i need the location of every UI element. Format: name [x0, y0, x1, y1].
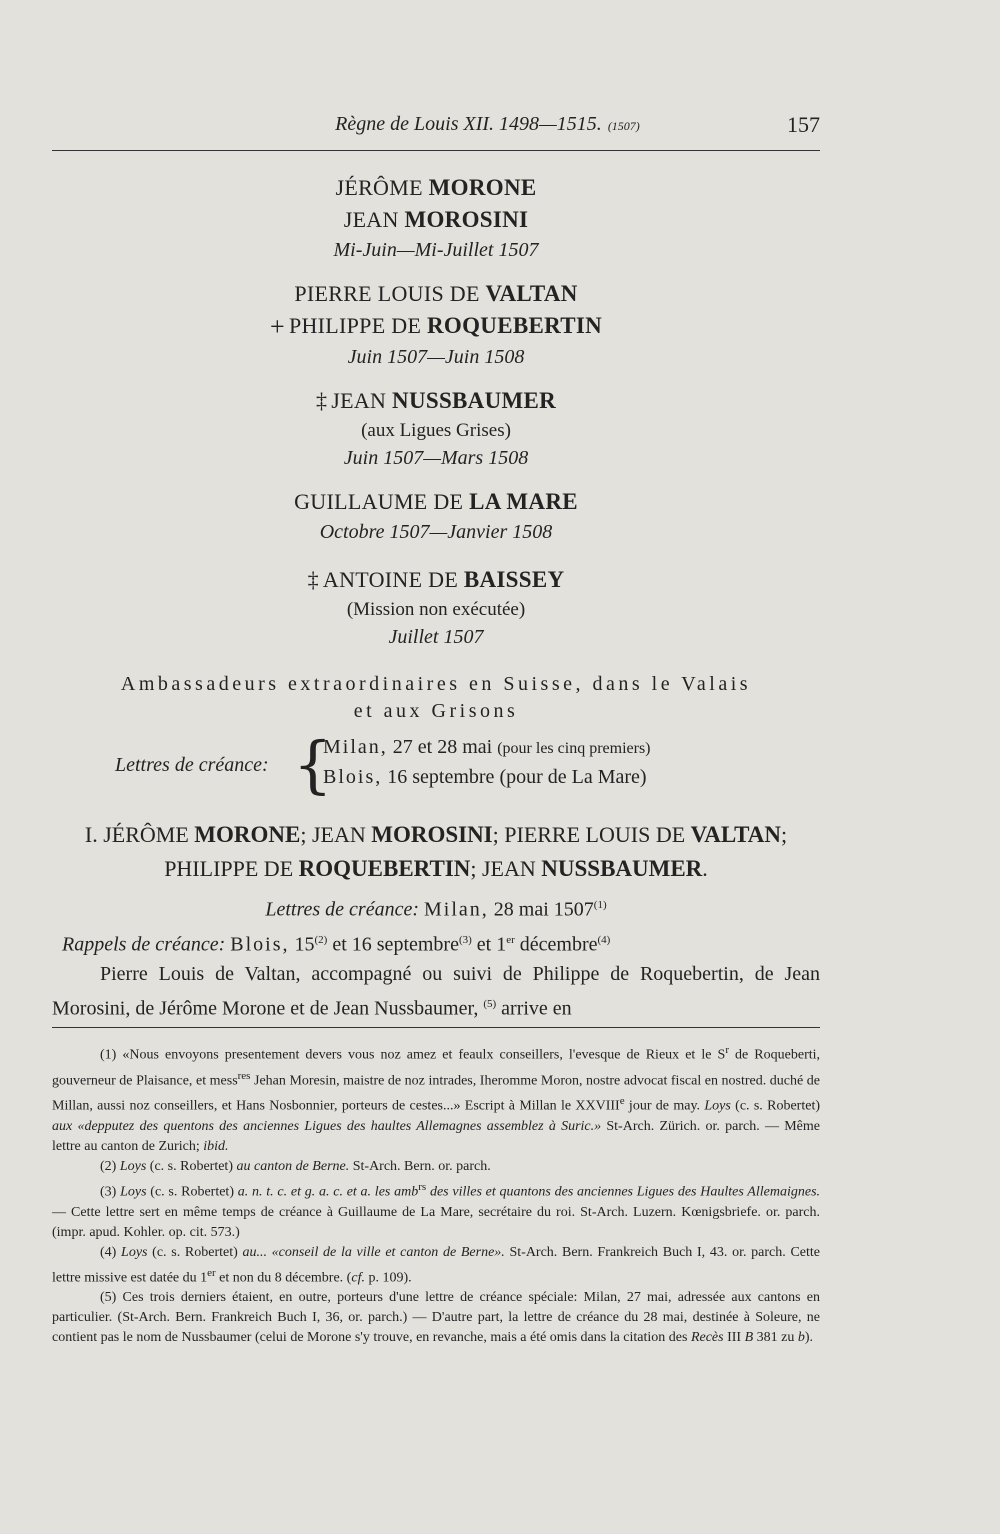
footnote-1: (1) «Nous envoyons presentement devers vous noz amez et feaulx conseillers, l'evesque de Rieux et le $S^r$ de Roqueberti, gouverneur de Plaisance, et mess$^{res}$ Jehan Moresin, maistre de noz intrades, Iheromme Moron, nostre advocat fiscal en nostred. duché de Millan, aussi noz conseillers, et Hans Nosbonnier, porteurs de cestes...» Escript à Millan le XXVIIIe jour de may. Loys (c. s. Robertet) aux «depputez des quentons des anciennes Ligues des haultes Allemagnes assemblez à Suric.» St-Arch. Zürich. or. parch. — Même lettre au canton de Zurich; ibid. [52, 1044, 821, 1154]
page-number: 157 [787, 112, 820, 137]
creance-label: Lettres de créance: [115, 754, 269, 776]
footnote-4: (4) Loys (c. s. Robertet) au... «conseil de la ville et canton de Berne». St-Arch. Bern. Frankreich Buch I, 43. or. parch. Cette lettre missive est datée du 1er et non du 8 décembre. (cf. p. 109). [52, 1244, 820, 1286]
section-body [52, 890, 820, 1024]
section-heading [52, 818, 820, 886]
creance-block [115, 728, 815, 801]
mission-description: Ambassadeurs extraordinaires en Suisse, dans le Valais et aux Grisons [120, 673, 752, 722]
envoy-dates: Mi-Juin—Mi-Juillet 1507 [333, 239, 539, 261]
envoy-name: JÉRÔME MORONE [335, 175, 537, 200]
cross-icon: + [269, 312, 285, 341]
footnote-2: (2) Loys (c. s. Robertet) au canton de Berne. St-Arch. Bern. or. parch. [100, 1158, 491, 1174]
envoy-dates: Juillet 1507 [388, 626, 484, 648]
creance-line: Blois, 16 septembre (pour de La Mare) [323, 766, 647, 788]
envoy-name: JEAN MOROSINI [343, 207, 529, 232]
double-dagger-icon: ‡ [307, 567, 319, 592]
footnotes [52, 1040, 820, 1348]
double-dagger-icon: ‡ [315, 388, 328, 413]
creance-line: Milan, 27 et 28 mai (pour les cinq premiers) [323, 736, 651, 758]
envoy-dates: Octobre 1507—Janvier 1508 [319, 521, 553, 543]
running-head-title: Règne de Louis XII. 1498—1515. [335, 113, 602, 135]
envoy-name: ‡ JEAN NUSSBAUMER [315, 388, 557, 413]
envoy-note: (Mission non exécutée) [346, 599, 526, 620]
body-paragraph: Pierre Louis de Valtan, accompagné ou suivi de Philippe de Roquebertin, de Jean Morosini, de Jérôme Morone et de Jean Nussbaumer, $^{(5)}$ arrive en [52, 963, 820, 1020]
rappels-line: Rappels de créance: Blois, 15$^{(2)}$ et 16 septembre$^{(3)}$ et 1er décembre$^{(4)}$ [62, 933, 611, 956]
envoy-name: PIERRE LOUIS DE VALTAN [294, 281, 578, 306]
footnote-5: (5) Ces trois derniers étaient, en outre, porteurs d'une lettre de créance spéciale: Milan, 27 mai, adressée aux cantons en particulier. (St-Arch. Bern. Frankreich Buch I, 36, or. parch.) — D'autre part, la lettre de créance du 28 mai, destinée à Soleure, ne contient pas le nom de Nussbaumer (celui de Morone s'y trouve, en revanche, mais a été omis dans la citation des Recès III B 381 zu b). [52, 1290, 820, 1346]
envoy-block [52, 172, 820, 651]
envoy-name: ‡ ANTOINE DE BAISSEY [307, 567, 565, 592]
lettres-line: Lettres de créance: Milan, 28 mai 1507$^{(1)}$ [265, 898, 607, 921]
envoy-note: (aux Ligues Grises) [361, 420, 511, 441]
section-title-line: PHILIPPE DE ROQUEBERTIN; JEAN NUSSBAUMER. [164, 856, 708, 881]
envoy-dates: Juin 1507—Mars 1508 [343, 447, 529, 469]
envoy-dates: Juin 1507—Juin 1508 [347, 346, 525, 368]
header-rule [52, 150, 820, 151]
footnote-rule [52, 1027, 820, 1028]
envoy-name: + PHILIPPE DE ROQUEBERTIN [269, 312, 603, 341]
brace-icon: { [293, 728, 333, 801]
running-head [160, 113, 815, 136]
section-title-line: I. JÉRÔME MORONE; JEAN MOROSINI; PIERRE LOUIS DE VALTAN; [84, 822, 788, 847]
footnote-3: (3) Loys (c. s. Robertet) a. n. t. c. et g. a. c. et a. les amb$^{rs}$ des villes et quantons des anciennes Ligues des Haultes Allemaignes. — Cette lettre sert en même temps de créance à Guillaume de La Mare, secrétaire du roi. St-Arch. Luzern. Kœnigsbriefe. or. parch. (impr. apud. Kohler. op. cit. 573.) [52, 1180, 821, 1240]
running-head-year: (1507) [607, 119, 640, 133]
envoy-name: GUILLAUME DE LA MARE [294, 489, 578, 514]
